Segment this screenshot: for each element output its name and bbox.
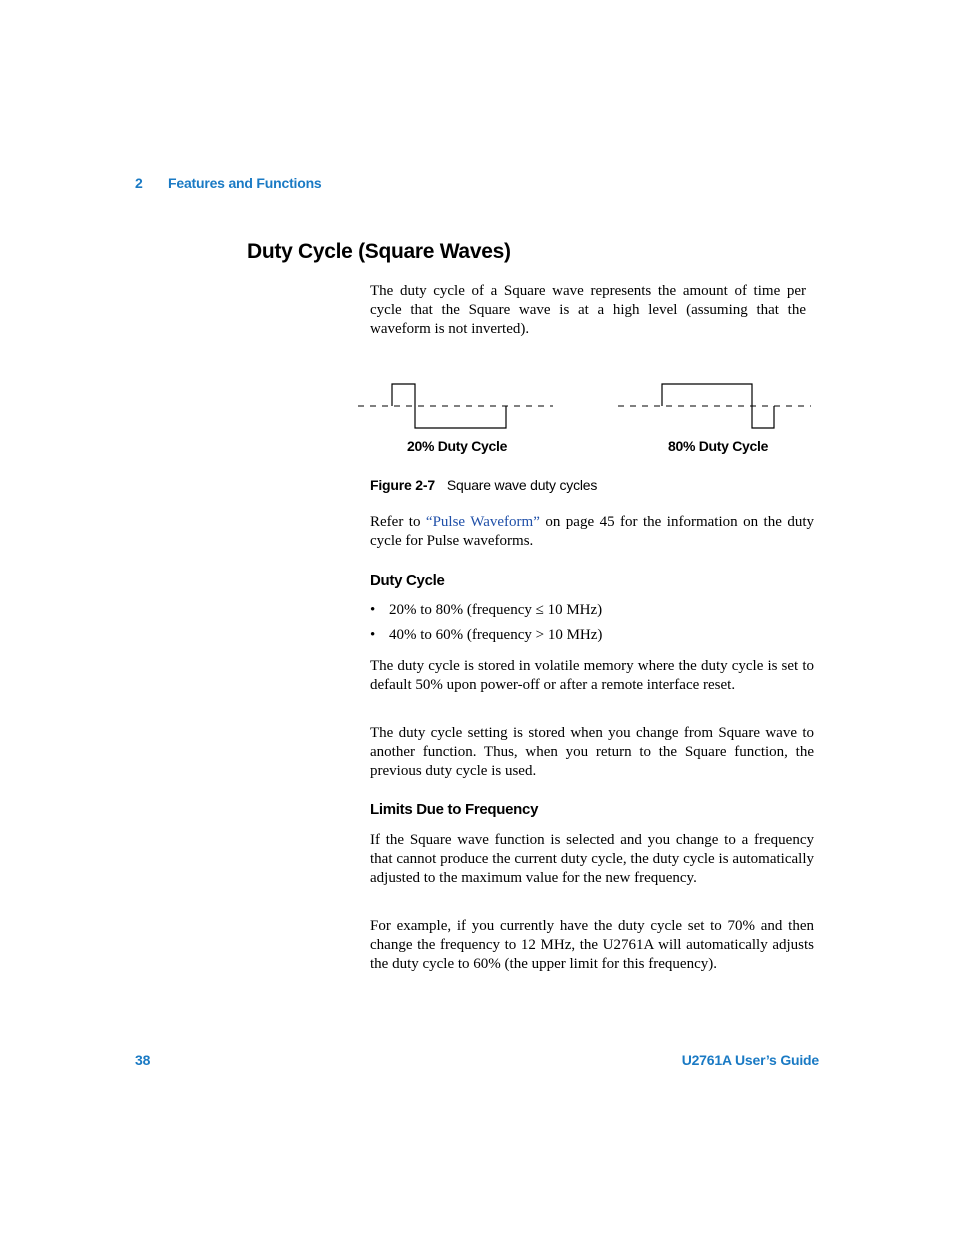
volatile-memory-paragraph: The duty cycle is stored in volatile memory where the duty cycle is set to default 50% upon power-off or after a remote interface reset. [370, 658, 814, 693]
chapter-title: Features and Functions [168, 175, 322, 191]
chapter-number: 2 [135, 175, 143, 191]
section-title: Duty Cycle (Square Waves) [247, 240, 511, 263]
pulse-waveform-link[interactable]: “Pulse Waveform” [425, 514, 540, 530]
caption-text: Square wave duty cycles [446, 477, 598, 493]
figure-caption [370, 477, 597, 493]
limits-heading: Limits Due to Frequency [370, 801, 539, 818]
caption-number: Figure 2-7 [370, 477, 435, 493]
list-item: • 20% to 80% (frequency ≤ 10 MHz) [370, 602, 603, 618]
setting-stored-paragraph: The duty cycle setting is stored when you change from Square wave to another function. Thus, when you return to the Square function, the previous duty cycle is used. [370, 725, 814, 779]
intro-paragraph: The duty cycle of a Square wave represents the amount of time per cycle that the Square wave is at a high level (assuming that the waveform is not inverted). [370, 283, 806, 337]
refer-prefix: Refer to [370, 514, 426, 530]
label-20-duty-cycle: 20% Duty Cycle [407, 438, 508, 454]
duty-cycle-figure [355, 375, 815, 465]
duty-cycle-heading: Duty Cycle [370, 572, 445, 589]
guide-title: U2761A User’s Guide [681, 1052, 819, 1068]
page-number: 38 [135, 1052, 151, 1068]
refer-paragraph [370, 513, 814, 551]
duty-cycle-list [370, 602, 602, 652]
example-paragraph: For example, if you currently have the duty cycle set to 70% and then change the frequency to 12 MHz, the U2761A will automatically adjusts the duty cycle to 60% (the upper limit for this frequency). [370, 918, 814, 972]
label-80-duty-cycle: 80% Duty Cycle [668, 438, 769, 454]
refer-suffix: on page 45 for the information on the duty cycle for Pulse waveforms. [370, 514, 814, 549]
list-item: • 40% to 60% (frequency > 10 MHz) [370, 627, 603, 643]
limits-paragraph: If the Square wave function is selected and you change to a frequency that cannot produce the current duty cycle, the duty cycle is automatically adjusted to the maximum value for the new frequency. [370, 832, 814, 886]
